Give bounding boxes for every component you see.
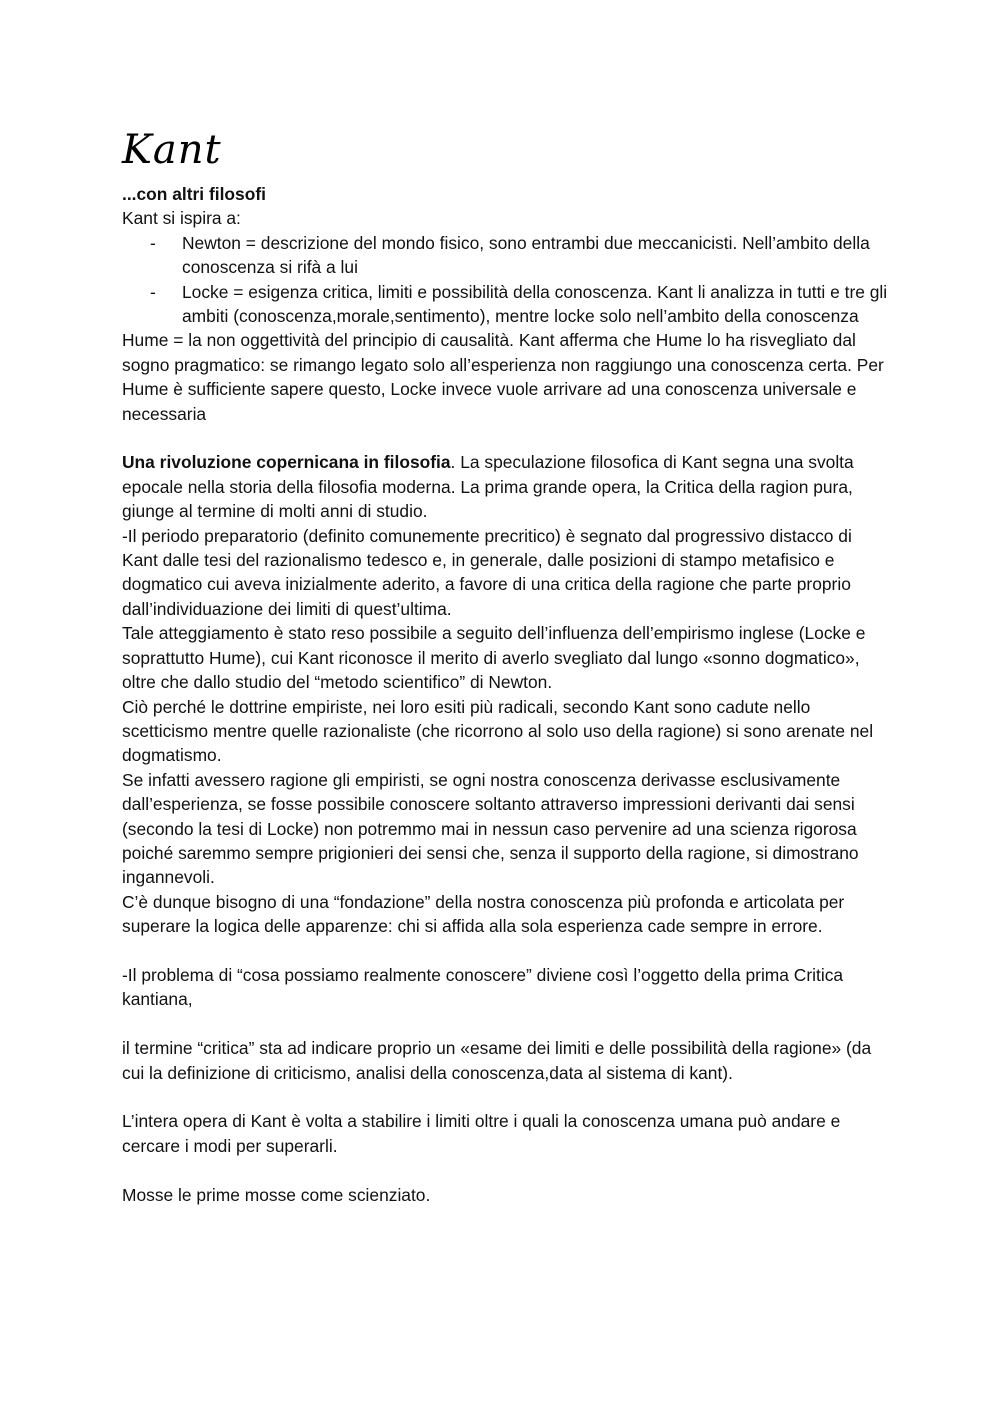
empiricists-paragraph: Se infatti avessero ragione gli empiristi, se ogni nostra conoscenza derivasse esclusivamente dall’esperienza, se fosse possibile conoscere soltanto attraverso impressioni derivanti dai sensi (secondo la tesi di Locke) non potremmo mai in nessun caso pervenire ad una scienza rigorosa poiché saremmo sempre prigionieri dei sensi che, senza il supporto della ragione, si dimostrano ingannevoli. (122, 769, 859, 888)
empiricism-paragraph: Tale atteggiamento è stato reso possibile a seguito dell’influenza dell’empirismo inglese (Locke e soprattutto Hume), cui Kant riconosce il merito di averlo svegliato dal lungo «sonno dogmatico», oltre che dallo studio del “metodo scientifico” di Newton. (122, 623, 866, 693)
list-item-locke (122, 280, 892, 329)
precritical-paragraph: -Il periodo preparatorio (definito comunemente precritico) è segnato dal progressivo distacco di Kant dalle tesi del razionalismo tedesco e, in generale, dalle posizioni di stampo metafisico e dogmatico cui aveva inizialmente aderito, a favore di una critica della ragione che parte proprio dall’individuazione dei limiti di quest’ultima. (122, 525, 852, 619)
document-page (122, 124, 892, 1207)
hume-paragraph: Hume = la non oggettività del principio di causalità. Kant afferma che Hume lo ha risvegliato dal sogno pragmatico: se rimango legato solo all’esperienza non raggiungo una conoscenza certa. Per Hume è sufficiente sapere questo, Locke invece vuole arrivare ad una conoscenza universale e necessaria (122, 330, 884, 424)
paragraph-spacer (122, 939, 892, 963)
limits-paragraph: L’intera opera di Kant è volta a stabilire i limiti oltre i quali la conoscenza umana può andare e cercare i modi per superarli. (122, 1111, 841, 1156)
critica-paragraph: il termine “critica” sta ad indicare proprio un «esame dei limiti e delle possibilità della ragione» (da cui la definizione di criticismo, analisi della conoscenza,data al sistema di kant). (122, 1038, 872, 1083)
list-dash: - (150, 281, 156, 302)
paragraph-spacer (122, 1158, 892, 1182)
list-item-text: Locke = esigenza critica, limiti e possibilità della conoscenza. Kant li analizza in tutti e tre gli ambiti (conoscenza,morale,sentimento), mentre locke solo nell’ambito della conoscenza (182, 281, 888, 327)
influences-list (122, 231, 892, 329)
copernican-text: . La speculazione filosofica di Kant segna una svolta epocale nella storia della filosofia moderna. La prima grande opera, la Critica della ragion pura, giunge al termine di molti anni di studio. (122, 452, 854, 522)
intro-text: Kant si ispira a: (122, 208, 241, 229)
copernican-heading: Una rivoluzione copernicana in filosofia (122, 452, 451, 473)
paragraph-spacer (122, 1085, 892, 1109)
list-item-text: Newton = descrizione del mondo fisico, sono entrambi due meccanicisti. Nell’ambito della conoscenza si rifà a lui (182, 232, 870, 278)
section-heading-philosophers: ...con altri filosofi (122, 184, 266, 204)
list-item-newton (122, 231, 892, 280)
problem-paragraph: -Il problema di “cosa possiamo realmente conoscere” diviene così l’oggetto della prima Critica kantiana, (122, 964, 844, 1010)
paragraph-spacer (122, 1012, 892, 1036)
copernican-paragraph (122, 450, 892, 523)
foundation-paragraph: C’è dunque bisogno di una “fondazione” della nostra conoscenza più profonda e articolata per superare la logica delle apparenze: chi si affida alla sola esperienza cade sempre in errore. (122, 891, 845, 937)
paragraph-spacer (122, 426, 892, 450)
page-title: Kant (122, 127, 222, 173)
list-dash: - (150, 232, 156, 253)
doctrines-paragraph: Ciò perché le dottrine empiriste, nei loro esiti più radicali, secondo Kant sono cadute nello scetticismo mentre quelle razionaliste (che ricorrono al solo uso della ragione) si sono arenate nel dogmatismo. (122, 696, 874, 766)
scientist-paragraph: Mosse le prime mosse come scienziato. (122, 1184, 431, 1205)
